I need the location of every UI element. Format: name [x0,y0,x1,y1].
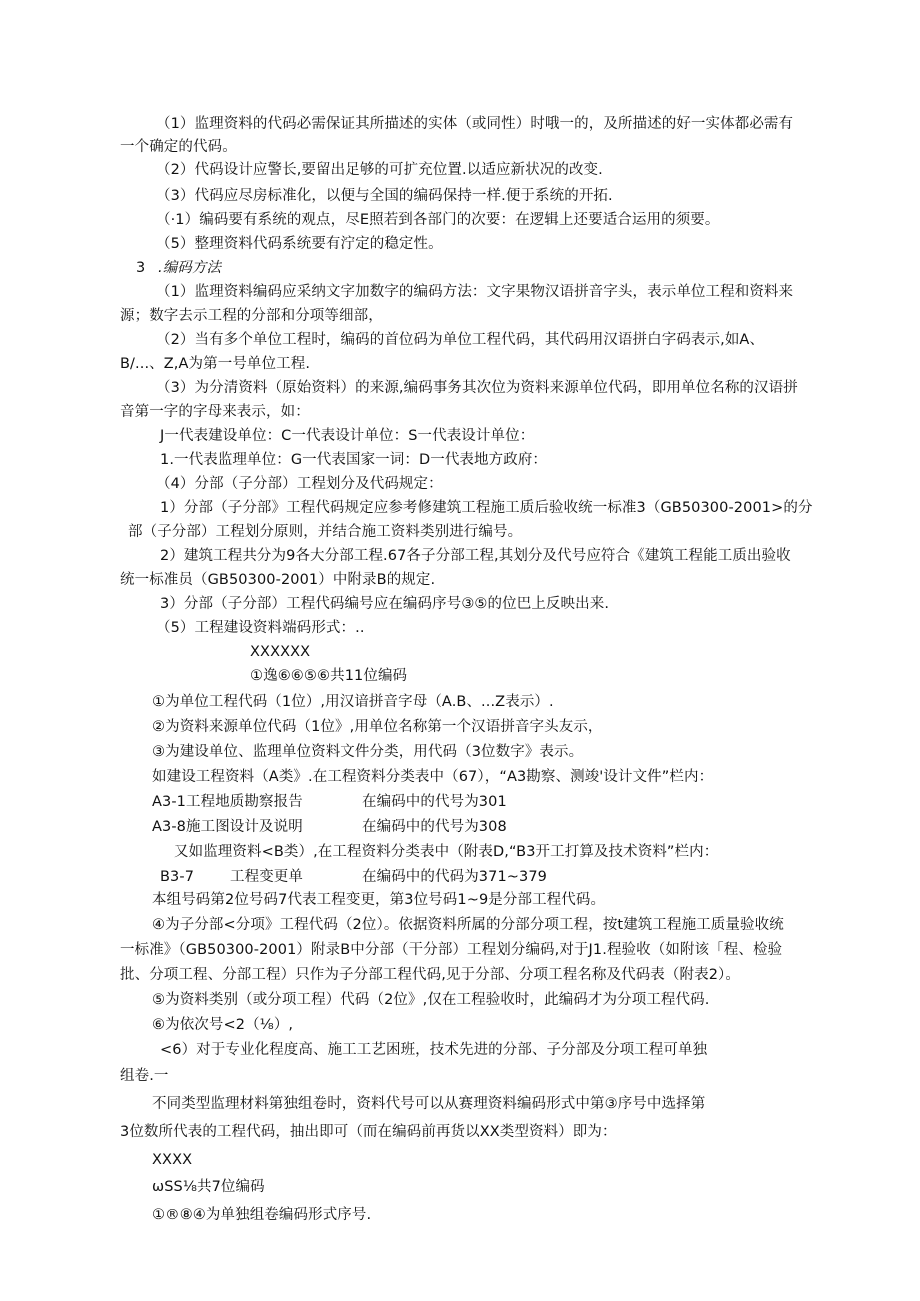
text-line: ④为子分部<分项》工程代码（2位）。依据资料所属的分部分项工程，按t建筑工程施工质量验收统 [152,917,784,933]
text-line: （2）当有多个单位工程时，编码的首位码为单位工程代码，其代码用汉语拼白字码表示,如A、 [156,332,765,348]
table-cell: 在编码中的代号为301 [362,794,507,810]
text-line: 又如监理资料<B类）,在工程资料分类表中（附表D,“B3开工打算及技术资料”栏内： [174,844,719,860]
text-line: B/...、Z,A为第一号单位工程. [120,356,311,372]
text-line: 组卷.一 [120,1068,169,1084]
text-line: ①为单位工程代码（1位）,用汉谙拼音字母（A.B、...Z表示）. [152,694,554,710]
text-line: 部（子分部）工程划分原则，并结合施工资料类别进行编号。 [128,524,523,540]
text-line: （2）代码设计应警长,要留出足够的可扩充位置.以适应新状况的改变. [156,162,603,178]
text-line: （3）为分清资料（原始资料）的来源,编码事务其次位为资料来源单位代码，即用单位名称的汉语拼 [156,380,798,396]
text-line: 2）建筑工程共分为9各大分部工程.67各子分部工程,其划分及代号应符合《建筑工程能工质出验收 [160,548,791,564]
table-cell: B3-7 [160,869,195,885]
table-cell: 在编码中的代码为371~379 [362,869,548,885]
text-line: （5）工程建设资料端码形式：.. [156,620,365,636]
section-number: 3 [136,260,146,276]
text-line: （5）整理资料代码系统要有泞定的稳定性。 [156,236,443,252]
text-line: <6）对于专业化程度高、施工工艺困班，技术先进的分部、子分部及分项工程可单独 [160,1042,708,1058]
text-line: （·1）编码要有系统的观点，尽E照若到各部门的次要：在逻辑上还要适合运用的须要。 [156,212,720,228]
text-line: 如建设工程资料（A类》.在工程资料分类表中（67），“A3勘察、测竣'设计文件”栏内： [152,769,714,785]
text-line: （3）代码应尽房标准化，以便与全国的编码保持一样.便于系统的开拓. [156,188,613,204]
text-line: ①®⑧④为单独组卷编码形式序号. [152,1207,372,1223]
text-line: 3）分部（子分部）工程代码编号应在编码序号③⑤的位巴上反映出来. [160,596,610,612]
text-line: 一个确定的代码。 [120,139,237,155]
code-format-legend: ①逸⑥⑥⑤⑥共11位编码 [250,668,408,684]
text-line: 1）分部（子分部》工程代码规定应参考修建筑工程施工质后验收统一标准3（GB50300-2001>的分 [160,500,813,516]
table-cell: 在编码中的代号为308 [362,819,507,835]
text-line: 统一标准员（GB50300-2001）中附录B的规定. [120,572,436,588]
text-line: ②为资料来源单位代码（1位》,用单位名称第一个汉语拼音字头友示， [152,719,603,735]
text-line: 3位数所代表的工程代码，抽出即可（而在编码前再货以XX类型资料）即为： [120,1124,617,1140]
table-cell: 工程变更单 [230,869,303,885]
text-line: 音第一字的字母来表示，如： [120,404,310,420]
text-line: 1.一代表监理单位：G一代表国家一词：D一代表地方政府： [160,452,548,468]
table-cell: A3-1工程地质勘察报告 [152,794,303,810]
text-line: ⑤为资料类别（或分项工程）代码（2位》,仅在工程验收时，此编码才为分项工程代码. [152,992,710,1008]
code-format: XXXX [152,1152,193,1168]
text-line: ③为建设单位、监理单位资料文件分类，用代码（3位数字》表示。 [152,744,584,760]
text-line: 不同类型监理材料第独组卷时，资料代号可以从赛理资料编码形式中第③序号中选择第 [152,1096,706,1112]
table-cell: A3-8施工图设计及说明 [152,819,303,835]
text-line: 源；数字去示工程的分部和分项等细部， [120,308,383,324]
code-format-legend: ωSS⅛共7位编码 [152,1179,265,1195]
text-line: ⑥为依次号<2（⅛）, [152,1017,294,1033]
text-line: （4）分部（子分部）工程划分及代码规定： [156,476,443,492]
code-format: XXXXXX [250,644,311,660]
text-line: 一标准》（GB50300-2001）附录B中分部（干分部）工程划分编码,对于J1.程验收（如附该「程、检验 [120,942,783,958]
text-line: （1）监理资料的代码必需保证其所描述的实体（或同性）时哦一的，及所描述的好一实体都必需有 [156,116,794,132]
text-line: J一代表建设单位：C一代表设计单位：S一代表设计单位： [160,428,535,444]
text-line: （1）监理资料编码应采纳文字加数字的编码方法：文字果物汉语拼音字头，表示单位工程和资料来 [156,284,794,300]
text-line: 本组号码第2位号码7代表工程变更，第3位号码1~9是分部工程代码。 [152,892,606,908]
text-line: 批、分项工程、分部工程）只作为子分部工程代码,见于分部、分项工程名称及代码表（附表2）。 [120,967,740,983]
section-heading: .编码方法 [158,260,222,276]
